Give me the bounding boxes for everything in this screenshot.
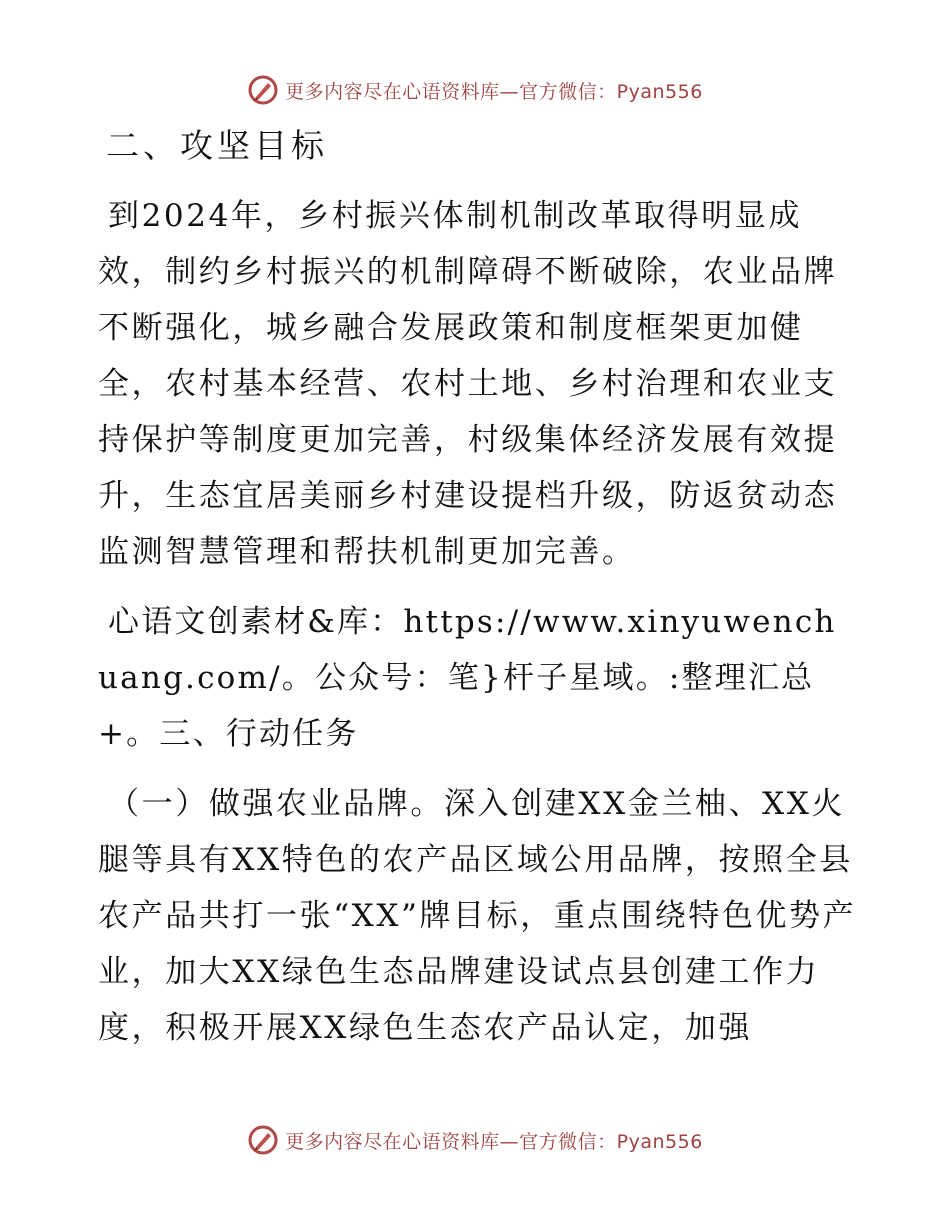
- header-banner: [0, 70, 950, 110]
- section-title: 二、攻坚目标: [106, 126, 328, 165]
- document-body: [98, 116, 858, 1070]
- header-banner-text: 更多内容尽在心语资料库—官方微信：Pyan556: [285, 80, 703, 103]
- footer-banner: [0, 1120, 950, 1160]
- paragraph-task-1: （一）做强农业品牌。深入创建XX金兰柚、XX火腿等具有XX特色的农产品区域公用品牌，按照全县农产品共打一张“XX”牌目标，重点围绕特色优势产业，加大XX绿色生态品牌建设试点县创建工作力度，积极开展XX绿色生态农产品认定，加强: [98, 786, 857, 1046]
- footer-banner-text: 更多内容尽在心语资料库—官方微信：Pyan556: [285, 1130, 703, 1153]
- paragraph-goals: 到2024年，乡村振兴体制机制改革取得明显成效，制约乡村振兴的机制障碍不断破除，农业品牌不断强化，城乡融合发展政策和制度框架更加健全，农村基本经营、农村土地、乡村治理和农业支持保护等制度更加完善，村级集体经济发展有效提升，生态宜居美丽乡村建设提档升级，防返贫动态监测智慧管理和帮扶机制更加完善。: [98, 198, 838, 570]
- pen-nib-logo-icon: [247, 1124, 279, 1156]
- pen-nib-logo-icon: [247, 74, 279, 106]
- paragraph-source: 心语文创素材&库：https://www.xinyuwenchuang.com/。公众号：笔}杆子星域。:整理汇总+。三、行动任务: [98, 604, 837, 752]
